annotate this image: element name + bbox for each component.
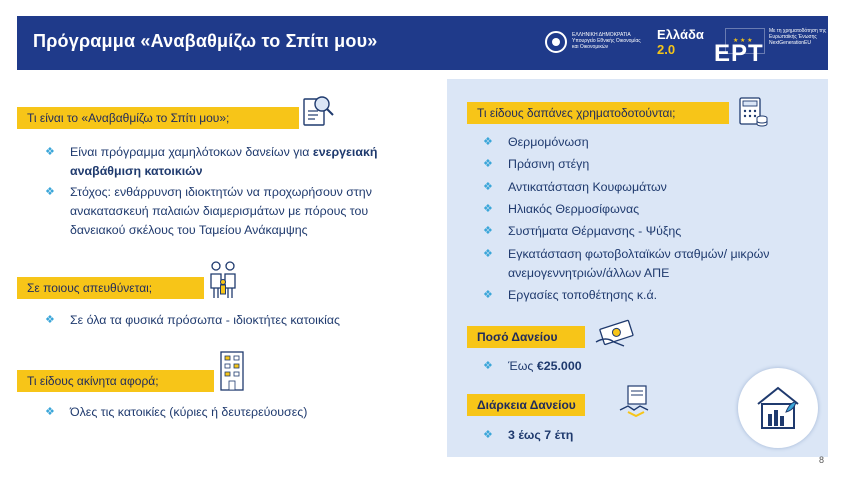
list-item: ❖ Πράσινη στέγη <box>483 155 803 174</box>
building-icon <box>218 350 246 392</box>
money-hand-icon <box>594 318 642 350</box>
bullet-icon: ❖ <box>45 186 55 198</box>
list-item: ❖ Εγκατάσταση φωτοβολταϊκών σταθμών/ μικρών ανεμογεννητριών/άλλων ΑΠΕ <box>483 247 770 280</box>
page-number: 8 <box>819 455 825 465</box>
list-item: ❖ Είναι πρόγραμμα χαμηλότοκων δανείων για ενεργειακή αναβάθμιση κατοικιών <box>45 145 378 178</box>
document-search-icon <box>300 93 336 127</box>
bullet-icon: ❖ <box>483 248 493 260</box>
government-logo <box>545 30 645 58</box>
section-label-expenses: Τι είδους δαπάνες χρηματοδοτούνται; <box>467 102 729 124</box>
loan-duration-value: 3 έως 7 έτη <box>508 428 574 442</box>
list-item: ❖ Ηλιακός Θερμοσίφωνας <box>483 200 803 219</box>
handshake-icon <box>618 384 656 420</box>
logo-strip <box>545 24 825 64</box>
bullet-icon: ❖ <box>45 314 55 326</box>
ellada-logo <box>657 27 721 57</box>
list-item: ❖ Θερμομόνωση <box>483 133 803 152</box>
list-item: ❖ Όλες τις κατοικίες (κύριες ή δευτερεύουσες) <box>45 403 425 422</box>
bullet-icon: ❖ <box>483 289 493 301</box>
bullet-icon: ❖ <box>483 136 493 148</box>
list-item: ❖ Αντικατάσταση Κουφωμάτων <box>483 178 803 197</box>
ellada-text: Ελλάδα <box>657 27 704 42</box>
bullet-icon: ❖ <box>483 158 493 170</box>
header-bar <box>17 16 828 70</box>
eu-logo-text: Με τη χρηματοδότηση της Ευρωπαϊκής Ένωσης NextGenerationEU <box>769 28 827 46</box>
section-label-who: Σε ποιους απευθύνεται; <box>17 277 204 299</box>
bullet-icon: ❖ <box>483 225 493 237</box>
list-item: ❖ Σε όλα τα φυσικά πρόσωπα - ιδιοκτήτες κατοικίας <box>45 311 425 330</box>
calculator-icon <box>737 96 769 128</box>
section-label-loan-duration: Διάρκεια Δανείου <box>467 394 585 416</box>
list-item: ❖ Έως €25.000 <box>483 357 783 376</box>
bullet-icon: ❖ <box>45 406 55 418</box>
broadcaster-logo: ΕΡΤ <box>714 40 764 67</box>
bullet-icon: ❖ <box>483 203 493 215</box>
bullet-icon: ❖ <box>483 360 493 372</box>
bullet-icon: ❖ <box>483 429 493 441</box>
section-label-property-type: Τι είδους ακίνητα αφορά; <box>17 370 214 392</box>
bullet-icon: ❖ <box>483 181 493 193</box>
government-logo-text: ΕΛΛΗΝΙΚΗ ΔΗΜΟΚΡΑΤΙΑ Υπουργείο Εθνικής Οικονομίας και Οικονομικών <box>572 32 641 50</box>
list-item: ❖ Εργασίες τοποθέτησης κ.ά. <box>483 286 803 305</box>
loan-amount-value: €25.000 <box>536 359 582 373</box>
bullet-icon: ❖ <box>45 146 55 158</box>
seal-icon <box>545 31 567 53</box>
list-item: ❖ Συστήματα Θέρμανσης - Ψύξης <box>483 222 803 241</box>
page-title: Πρόγραμμα «Αναβαθμίζω το Σπίτι μου» <box>33 31 378 51</box>
family-icon <box>206 260 240 300</box>
ellada-version: 2.0 <box>657 42 676 57</box>
list-item: ❖ Στόχος: ενθάρρυνση ιδιοκτητών να προχωρήσουν στην ανακατασκευή παλαιών διαμερισμάτων με πόρους του δανειακού σκέλους του Ταμείου Ανάκαμψης <box>45 185 372 237</box>
section-label-loan-amount: Ποσό Δανείου <box>467 326 585 348</box>
green-house-icon <box>738 368 818 448</box>
section-label-what-is: Τι είναι το «Αναβαθμίζω το Σπίτι μου»; <box>17 107 299 129</box>
green-house-badge <box>738 368 818 448</box>
